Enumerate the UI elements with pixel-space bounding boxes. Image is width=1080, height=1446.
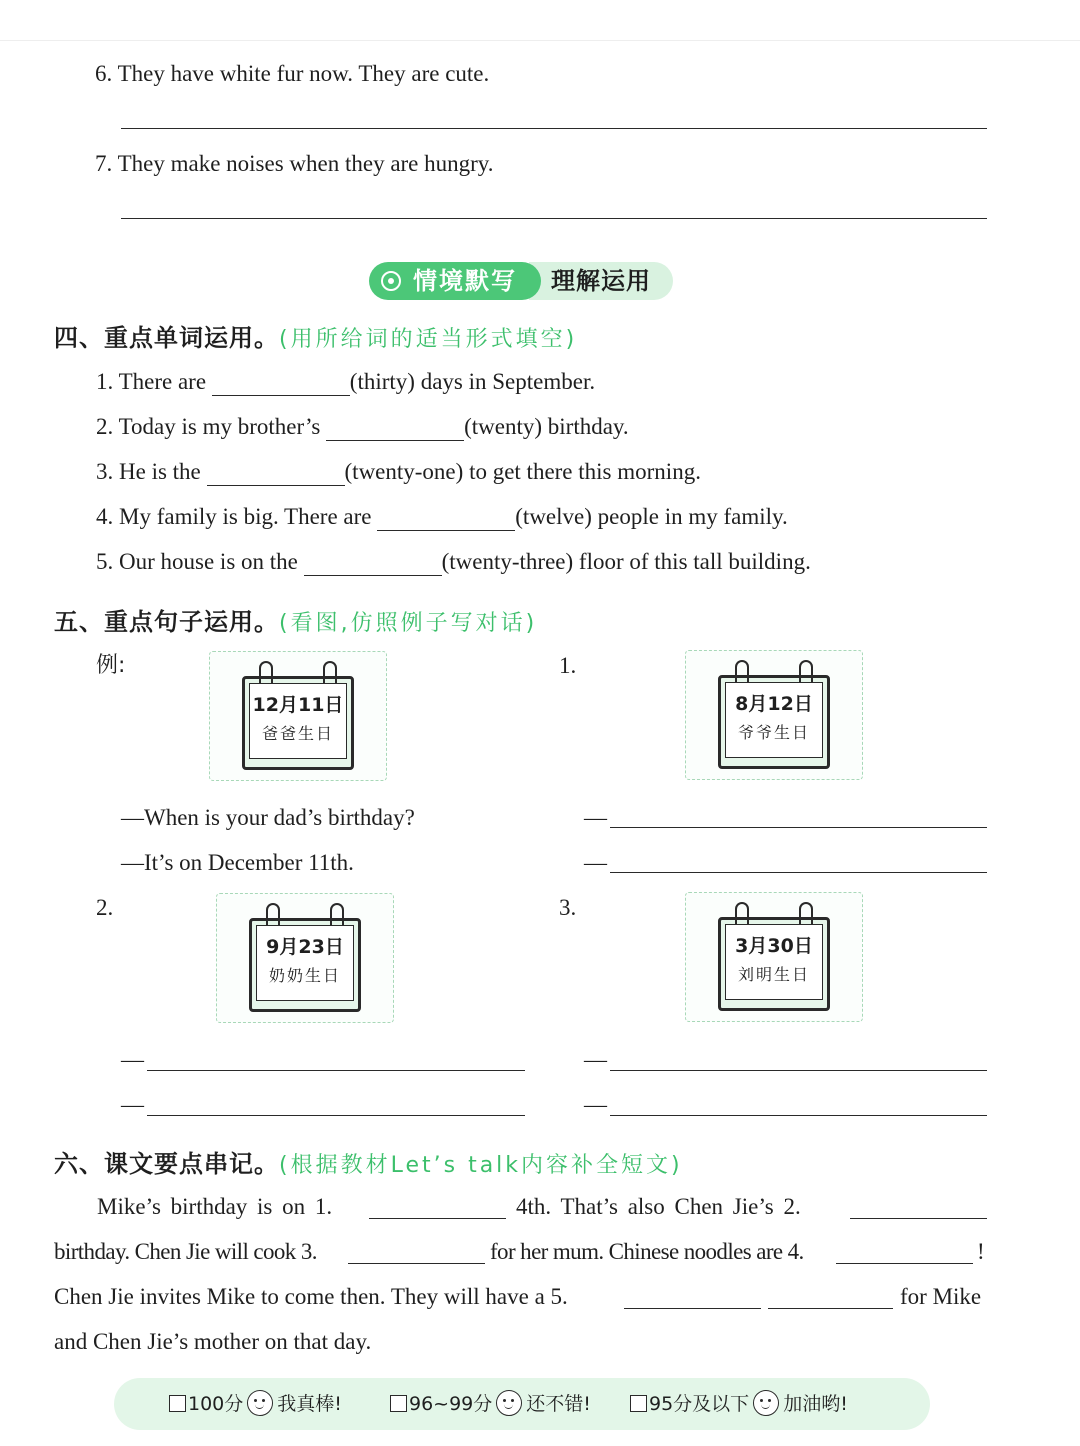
answer-line-7[interactable] — [121, 218, 987, 219]
example-question: —When is your dad’s birthday? — [121, 805, 415, 830]
s6-line2-c: ! — [977, 1239, 985, 1264]
q2-answer-line[interactable] — [147, 1115, 525, 1116]
card-2-label: 2. — [96, 895, 114, 920]
s6-blank-5a[interactable] — [624, 1308, 761, 1309]
calendar-caption: 奶奶生日 — [268, 966, 341, 985]
calendar-page — [725, 682, 823, 758]
s4-item-5 — [96, 548, 811, 576]
s6-line4: and Chen Jie’s mother on that day. — [54, 1329, 372, 1354]
smile-face-icon — [496, 1390, 522, 1416]
calendar-ring-icon — [330, 903, 344, 927]
s6-line1-b: 4th. That’s also Chen Jie’s 2. — [516, 1194, 801, 1219]
calendar-caption: 爸爸生日 — [261, 724, 334, 743]
q1-answer-line[interactable] — [610, 872, 987, 873]
score-100-praise: 我真棒! — [277, 1393, 342, 1415]
s6-blank-4[interactable] — [836, 1263, 973, 1264]
s4-item-3-word: (twenty-one) — [344, 459, 464, 484]
s4-blank-2[interactable] — [326, 417, 464, 441]
checkbox[interactable] — [169, 1395, 186, 1412]
calendar-date: 9月23日 — [266, 936, 344, 958]
s4-blank-5[interactable] — [304, 552, 442, 576]
calendar-date: 12月11日 — [252, 694, 344, 716]
s4-item-2-rest: birthday. — [547, 414, 629, 439]
s4-item-4-rest: people in my family. — [597, 504, 788, 529]
calendar-icon — [718, 675, 830, 769]
calendar-date: 8月12日 — [735, 693, 813, 715]
section5-title: 五、重点句子运用。 — [54, 608, 279, 636]
dash: — — [584, 850, 607, 875]
s6-line3-a: Chen Jie invites Mike to come then. They will have a 5. — [54, 1284, 568, 1309]
score-option-100[interactable] — [169, 1390, 342, 1418]
example-label: 例: — [96, 653, 126, 678]
s6-line2-a: birthday. Chen Jie will cook 3. — [54, 1239, 317, 1264]
section6-title: 六、课文要点串记。 — [54, 1150, 279, 1178]
section5-heading — [54, 602, 537, 637]
calendar-icon — [249, 918, 361, 1012]
s4-item-5-text: 5. Our house is on the — [96, 549, 298, 574]
calendar-ring-icon — [323, 661, 337, 685]
q2-question-line[interactable] — [147, 1070, 525, 1071]
s4-item-1-word: (thirty) — [349, 369, 415, 394]
calendar-icon — [718, 917, 830, 1011]
dash: — — [584, 1047, 607, 1072]
section4-title: 四、重点单词运用。 — [54, 324, 279, 352]
s4-item-1 — [96, 368, 595, 396]
s6-blank-3[interactable] — [348, 1263, 485, 1264]
score-option-95-below[interactable] — [630, 1390, 848, 1418]
calendar-caption: 刘明生日 — [737, 965, 810, 984]
banner-left — [369, 262, 541, 300]
dash: — — [121, 1047, 144, 1072]
section4-hint: (用所给词的适当形式填空) — [279, 327, 578, 352]
calendar-ring-icon — [735, 660, 749, 684]
question-6: 6. They have white fur now. They are cute. — [95, 61, 490, 86]
calendar-ring-icon — [259, 661, 273, 685]
s6-blank-1[interactable] — [369, 1218, 506, 1219]
s4-blank-3[interactable] — [207, 462, 345, 486]
target-icon — [381, 271, 401, 291]
question-7: 7. They make noises when they are hungry. — [95, 151, 494, 176]
calendar-icon — [242, 676, 354, 770]
score-95-praise: 加油哟! — [783, 1393, 848, 1415]
s4-item-1-rest: days in September. — [420, 369, 596, 394]
calendar-page — [256, 925, 354, 1001]
s4-item-2-text: 2. Today is my brother’s — [96, 414, 321, 439]
calendar-ring-icon — [266, 903, 280, 927]
score-option-96-99[interactable] — [390, 1390, 591, 1418]
s4-item-4-word: (twelve) — [515, 504, 592, 529]
s4-item-2 — [96, 413, 629, 441]
section6-heading — [54, 1144, 683, 1179]
q1-question-line[interactable] — [610, 827, 987, 828]
q3-answer-line[interactable] — [610, 1115, 987, 1116]
s4-blank-1[interactable] — [212, 372, 350, 396]
s4-item-1-text: 1. There are — [96, 369, 207, 394]
s4-item-3 — [96, 458, 701, 486]
card-3-label: 3. — [559, 895, 577, 920]
q3-question-line[interactable] — [610, 1070, 987, 1071]
dash: — — [584, 805, 607, 830]
section-banner — [369, 262, 673, 300]
s4-item-3-text: 3. He is the — [96, 459, 201, 484]
checkbox[interactable] — [390, 1395, 407, 1412]
score-96-praise: 还不错! — [526, 1393, 591, 1415]
s6-blank-2[interactable] — [850, 1218, 987, 1219]
s4-item-5-rest: floor of this tall building. — [578, 549, 811, 574]
cheer-face-icon — [753, 1390, 779, 1416]
section5-hint: (看图,仿照例子写对话) — [279, 611, 538, 636]
score-96-label: 96~99分 — [409, 1393, 493, 1415]
answer-line-6[interactable] — [121, 128, 987, 129]
top-rule — [0, 40, 1080, 41]
calendar-page — [249, 683, 347, 759]
star-face-icon — [247, 1390, 273, 1416]
calendar-card-3 — [685, 892, 863, 1022]
s4-blank-4[interactable] — [377, 507, 515, 531]
s6-line1-a: Mike’s birthday is on 1. — [97, 1194, 333, 1219]
banner-right — [529, 262, 673, 300]
calendar-card-1 — [685, 650, 863, 780]
s4-item-4 — [96, 503, 788, 531]
calendar-card-example — [209, 651, 387, 781]
s6-line3-b: for Mike — [900, 1284, 982, 1309]
s6-blank-5b[interactable] — [768, 1308, 893, 1309]
section6-hint: (根据教材Let’s talk内容补全短文) — [279, 1153, 683, 1178]
dash: — — [121, 1092, 144, 1117]
calendar-caption: 爷爷生日 — [737, 723, 810, 742]
checkbox[interactable] — [630, 1395, 647, 1412]
card-1-label: 1. — [559, 653, 577, 678]
s4-item-3-rest: to get there this morning. — [469, 459, 701, 484]
score-100-label: 100分 — [188, 1393, 244, 1415]
example-answer: —It’s on December 11th. — [121, 850, 354, 875]
s6-line2-b: for her mum. Chinese noodles are 4. — [490, 1239, 804, 1264]
section4-heading — [54, 318, 577, 353]
calendar-ring-icon — [735, 902, 749, 926]
dash: — — [584, 1092, 607, 1117]
calendar-ring-icon — [799, 660, 813, 684]
calendar-card-2 — [216, 893, 394, 1023]
s4-item-2-word: (twenty) — [464, 414, 543, 439]
self-assessment-bar — [114, 1378, 930, 1430]
banner-right-label: 理解运用 — [551, 267, 651, 295]
calendar-date: 3月30日 — [735, 935, 813, 957]
s4-item-4-text: 4. My family is big. There are — [96, 504, 372, 529]
s4-item-5-word: (twenty-three) — [441, 549, 574, 574]
calendar-page — [725, 924, 823, 1000]
score-95-label: 95分及以下 — [649, 1393, 750, 1415]
calendar-ring-icon — [799, 902, 813, 926]
banner-left-label: 情境默写 — [413, 267, 517, 295]
